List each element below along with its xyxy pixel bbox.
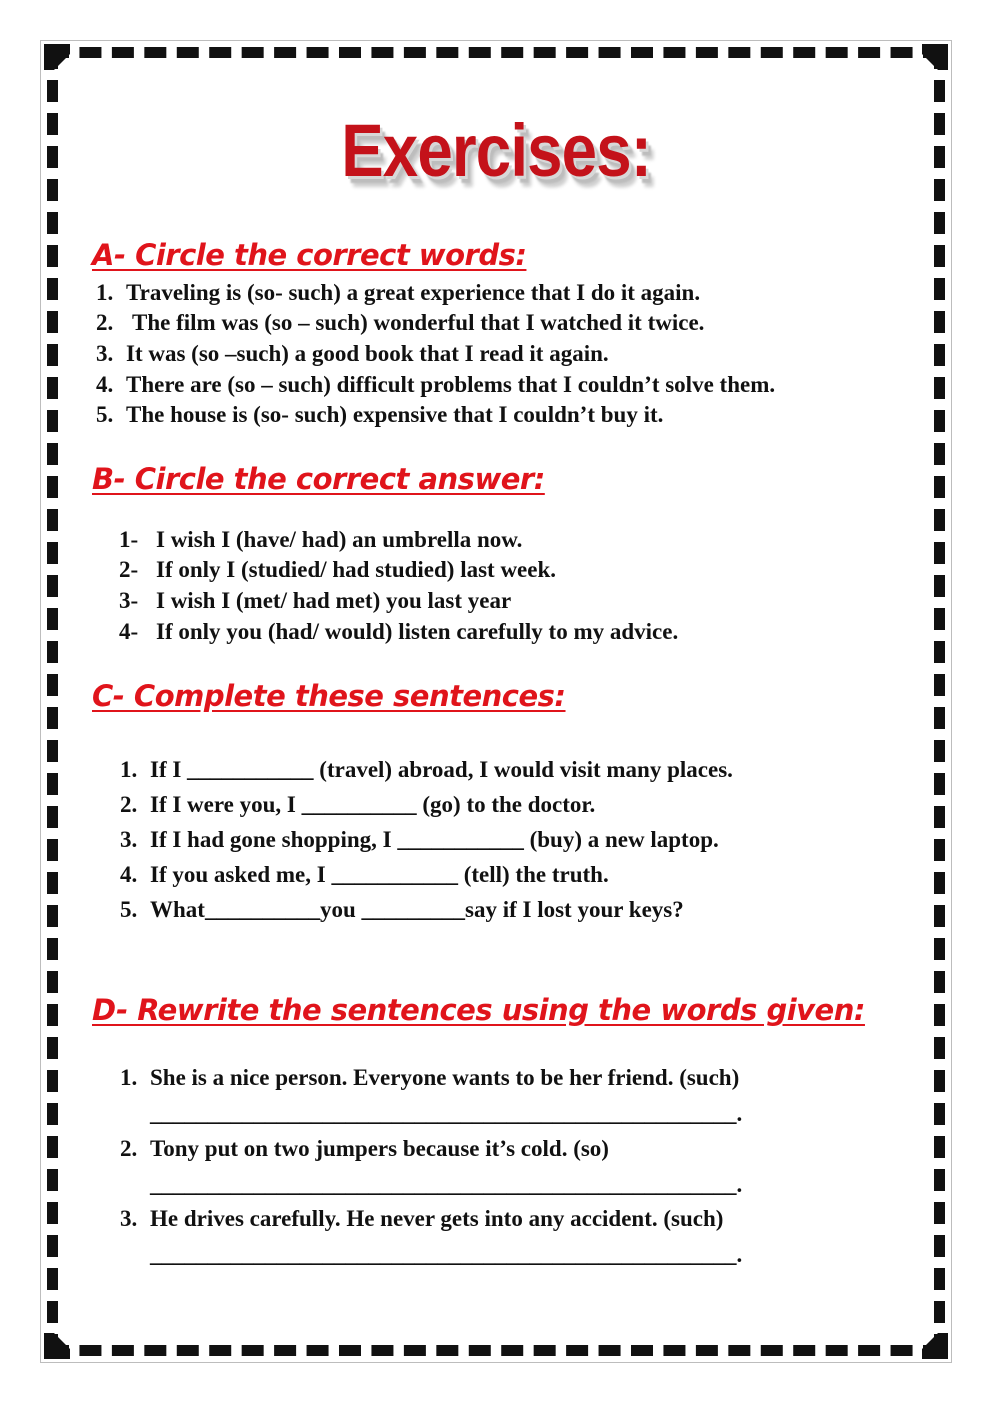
section-a-item: 5. The house is (so- such) expensive that I couldn’t buy it.: [96, 402, 664, 427]
section-c-item: 5. What__________you _________say if I lost your keys?: [120, 897, 684, 922]
answer-line: ___________________________________________________.: [150, 1101, 743, 1126]
section-c-item: 1. If I ___________ (travel) abroad, I would visit many places.: [120, 757, 733, 782]
corner-ornament-top-right: [922, 44, 948, 70]
answer-line: ___________________________________________________.: [150, 1172, 743, 1197]
section-c-heading: C- Complete these sentences:: [92, 679, 566, 713]
section-a-item: 4. There are (so – such) difficult problems that I couldn’t solve them.: [96, 372, 776, 397]
section-c-item: 2. If I were you, I __________ (go) to the doctor.: [120, 792, 596, 817]
section-a-item: 3. It was (so –such) a good book that I read it again.: [96, 341, 609, 366]
section-b-item: 3- I wish I (met/ had met) you last year: [119, 588, 512, 613]
section-c-item: 4. If you asked me, I ___________ (tell) the truth.: [120, 862, 609, 887]
section-c-item: 3. If I had gone shopping, I ___________ (buy) a new laptop.: [120, 827, 719, 852]
section-a-item: 1. Traveling is (so- such) a great experience that I do it again.: [96, 280, 701, 305]
corner-ornament-bottom-right: [922, 1333, 948, 1359]
corner-ornament-top-left: [44, 44, 70, 70]
corner-ornament-bottom-left: [44, 1333, 70, 1359]
section-d-item: 2. Tony put on two jumpers because it’s cold. (so): [120, 1136, 609, 1161]
section-b-item: 2- If only I (studied/ had studied) last week.: [119, 557, 557, 582]
section-b-heading: B- Circle the correct answer:: [92, 462, 545, 496]
section-d-item: 1. She is a nice person. Everyone wants to be her friend. (such): [120, 1065, 740, 1090]
section-a-item: 2. The film was (so – such) wonderful that I watched it twice.: [96, 310, 705, 335]
section-a-heading: A- Circle the correct words:: [92, 238, 527, 272]
section-b-item: 1- I wish I (have/ had) an umbrella now.: [119, 527, 523, 552]
title-container: [0, 108, 992, 193]
page-title: Exercises:: [341, 109, 651, 192]
answer-line: ___________________________________________________.: [150, 1242, 743, 1267]
section-d-item: 3. He drives carefully. He never gets into any accident. (such): [120, 1206, 724, 1231]
section-b-item: 4- If only you (had/ would) listen carefully to my advice.: [119, 619, 679, 644]
section-d-heading: D- Rewrite the sentences using the words given:: [92, 993, 865, 1027]
